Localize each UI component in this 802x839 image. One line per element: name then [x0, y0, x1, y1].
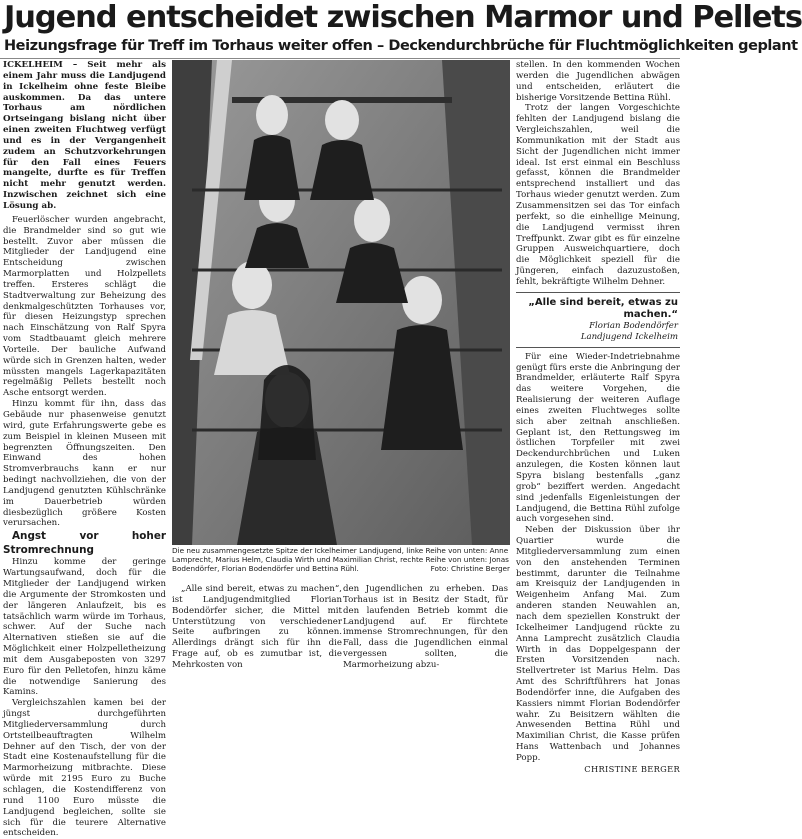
photo-caption	[172, 546, 510, 580]
byline: CHRISTINE BERGER	[584, 763, 680, 774]
lead-paragraph	[3, 60, 166, 212]
group-photo	[172, 60, 510, 545]
body-paragraph: Hinzu komme der geringe Wartungsaufwand, doch für die Mitglieder der Landjugend wirken die Argumente der Stromkosten und der längeren Anlaufzeit, bis es tatsächlich warm würde im Torhaus, schwer. Auf der Suche nach Alternativen stießen sie auf die Möglichkeit einer Holzpelletheizung mit dem Ausgabeposten von 3297 Euro für den Pelletofen, hinzu käme die notwendige Sanierung des Kamins.	[3, 557, 166, 698]
subheadline: Heizungsfrage für Treff im Torhaus weiter offen – Deckendurchbrüche für Fluchtmöglichkeiten geplant	[4, 38, 798, 54]
dateline: ICKELHEIM	[3, 60, 63, 70]
pull-quote-text: „Alle sind bereit, etwas zu machen.“	[528, 296, 678, 320]
column-4	[516, 60, 680, 774]
pull-quote	[516, 292, 680, 348]
group-photo-image	[172, 60, 510, 545]
caption-text: Die neu zusammengesetzte Spitze der Ickelheimer Landjugend, linke Reihe von unten: Anne Lamprecht, Marius Helm, Claudia Wirth und Maximilian Christ, rechte Reihe von unten: Jonas Bodendörfer, Florian Bodendörfer und Bettina Rühl.	[172, 546, 509, 573]
section-subhead: Angst vor hoher Stromrechnung	[3, 530, 166, 557]
column-1	[3, 60, 166, 839]
lead-text: – Seit mehr als einem Jahr muss die Landjugend in Ickelheim ohne feste Bleibe auskommen. Da das untere Torhaus am nördlichen Ortseingang bislang nicht über einen zweiten Fluchtweg verfügt und es in der Vergangenheit zudem an Schutzvorkehrungen für den Fall eines Feuers mangelte, durfte es für Treffen nicht mehr genutzt werden. Inzwischen zeichnet sich eine Lösung ab.	[3, 60, 166, 211]
body-paragraph: Neben der Diskussion über ihr Quartier wurde die Mitgliederversammlung zum einen von den anstehenden Terminen bestimmt, darunter die Teilnahme am Kreisquiz der Landjugenden in Weigenheim Anfang Mai. Zum anderen standen Neuwahlen an, nach dem speziellen Konstrukt der Ickelheimer Landjugend rückte zu Anna Lamprecht zusätzlich Claudia Wirth in das Doppelgespann der Ersten Vorsitzenden nach. Stellvertreter ist Marius Helm. Das Amt des Schriftführers hat Jonas Bodendörfer inne, die Aufgaben des Kassiers nimmt Florian Bodendörfer wahr. Zu Beisitzern wählten die Anwesenden Bettina Rühl und Maximilian Christ, die Kasse prüfen Hans Wattenbach und Johannes Popp.	[516, 525, 680, 763]
body-paragraph: Hinzu kommt für ihn, dass das Gebäude nur phasenweise genutzt wird, gute Erfahrungswerte gebe es zum Beispiel in kleinen Museen mit begrenzten Öffnungszeiten. Den Einwand des hohen Stromverbrauchs kann er nur bedingt nachvollziehen, die von der Landjugend genutzten Kühlschränke im Dauerbetrieb würden diesbezüglich größere Kosten verursachen.	[3, 399, 166, 529]
body-paragraph: den Jugendlichen zu erheben. Das Torhaus ist in Besitz der Stadt, für den laufenden Betrieb kommt die Landjugend auf. Er fürchtete immense Stromrechnungen, für den Fall, dass die Jugendlichen einmal vergessen sollten, die Marmorheizung abzu-	[343, 584, 508, 670]
body-paragraph: Vergleichszahlen kamen bei der jüngst durchgeführten Mitgliederversammlung durch Ortsteilbeauftragten Wilhelm Dehner auf den Tisch, der von der Stadt eine Kostenaufstellung für die Marmorheizung mitbrachte. Diese würde mit 2195 Euro zu Buche schlagen, die Kostendifferenz von rund 1100 Euro müsste die Landjugend begleichen, sollte sie sich für die teurere Alternative entscheiden.	[3, 698, 166, 839]
headline: Jugend entscheidet zwischen Marmor und Pellets	[4, 0, 802, 35]
photo-credit: Foto: Christine Berger	[430, 564, 510, 573]
body-paragraph: stellen. In den kommenden Wochen werden die Jugendlichen abwägen und entscheiden, erläutert die bisherige Vorsitzende Bettina Rühl.	[516, 60, 680, 103]
body-paragraph: Für eine Wieder-Indetriebnahme genügt fürs erste die Anbringung der Brandmelder, erläuterte Ralf Spyra das weitere Vorgehen, die Realisierung der weiteren Auflage eines zweiten Fluchtweges sollte sich aber zeitnah anschließen. Geplant ist, den Rettungsweg im östlichen Torpfeiler mit zwei Deckendurchbrüchen und Luken anzulegen, die Kosten können laut Spyra bislang bestenfalls „ganz grob“ beziffert werden. Angedacht sind jedenfalls Eigenleistungen der Landjugend, die Bettina Rühl zufolge auch vorgesehen sind.	[516, 351, 680, 525]
body-paragraph: „Alle sind bereit, etwas zu machen“, ist Landjugendmitglied Florian Bodendörfer sicher, die Mittel mit Unterstützung von verschiedener Seite aufbringen zu können. Allerdings drängt sich für ihn die Frage auf, ob es zumutbar ist, die Mehrkosten von	[172, 584, 342, 670]
column-3	[343, 584, 508, 670]
body-paragraph: Feuerlöscher wurden angebracht, die Brandmelder sind so gut wie bestellt. Zuvor aber müssen die Mitglieder der Landjugend eine Entscheidung zwischen Marmorplatten und Holzpellets treffen. Ersteres schlägt die Stadtverwaltung zur Beheizung des denkmalgeschützten Torhauses vor, für diesen Heizungstyp sprechen nach Einschätzung von Ralf Spyra vom Stadtbauamt gleich mehrere Vorteile. Der bauliche Aufwand würde sich in Grenzen halten, weder müssten mangels Lagerkapazitäten regelmäßig Pellets bestellt noch Asche entsorgt werden.	[3, 214, 166, 399]
column-2	[172, 584, 342, 670]
header-rule	[0, 58, 680, 59]
pull-quote-role: Landjugend Ickelheim	[580, 331, 678, 342]
body-paragraph: Trotz der langen Vorgeschichte fehlten der Landjugend bislang die Vergleichszahlen, weil die Kommunikation mit der Stadt aus Sicht der Jugendlichen nicht immer ideal. Ist erst einmal ein Beschluss gefasst, können die Brandmelder entsprechend installiert und das Torhaus wieder genutzt werden. Zum Zusammensitzen sei das Tor einfach perfekt, so die einhellige Meinung, die Landjugend vermisst ihren Treffpunkt. Zwar gibt es für einzelne Gruppen Ausweichquartiere, doch die Möglichkeit speziell für die Jüngeren, einfach dazuzustoßen, fehlt, bekräftigte Wilhelm Dehner.	[516, 103, 680, 287]
pull-quote-author: Florian Bodendörfer	[589, 320, 678, 331]
